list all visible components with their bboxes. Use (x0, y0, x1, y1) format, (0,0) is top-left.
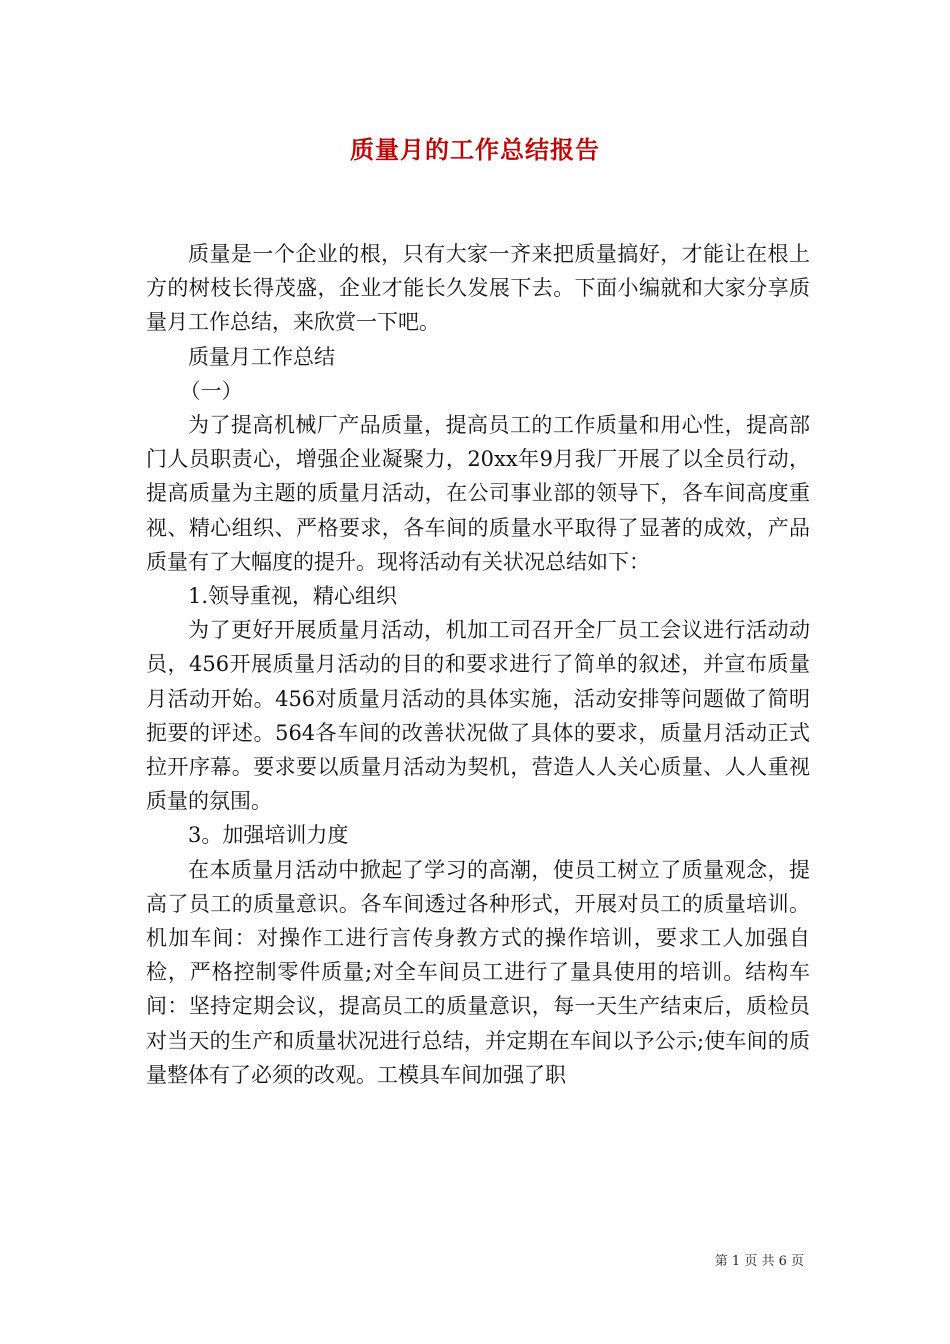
section-heading: 质量月工作总结 (188, 344, 335, 369)
subheading-leadership: 1.领导重视，精心组织 (188, 584, 398, 609)
document-title: 质量月的工作总结报告 (350, 135, 600, 164)
body-paragraph: 在本质量月活动中掀起了学习的高潮，使员工树立了质量观念，提高了员工的质量意识。各车间透过各种形式，开展对员工的质量培训。机加车间：对操作工进行言传身教方式的操作培训，要求工人加强自检，严格控制零件质量;对全车间员工进行了量具使用的培训。结构车间：坚持定期会议，提高员工的质量意识，每一天生产结束后，质检员对当天的生产和质量状况进行总结，并定期在车间以予公示;使车间的质量整体有了必须的改观。工模具车间加强了职 (146, 857, 810, 1087)
body-paragraph: 为了更好开展质量月活动，机加工司召开全厂员工会议进行活动动员，456开展质量月活动的目的和要求进行了简单的叙述，并宣布质量月活动开始。456对质量月活动的具体实施，活动安排等问题做了简明扼要的评述。564各车间的改善状况做了具体的要求，质量月活动正式拉开序幕。要求要以质量月活动为契机，营造人人关心质量、人人重视质量的氛围。 (146, 618, 810, 814)
subheading-training: 3。加强培训力度 (188, 823, 349, 848)
section-number: （一） (179, 378, 243, 403)
document-body (146, 237, 810, 1092)
body-paragraph: 为了提高机械厂产品质量，提高员工的工作质量和用心性，提高部门人员职责心，增强企业凝聚力，20xx年9月我厂开展了以全员行动，提高质量为主题的质量月活动，在公司事业部的领导下，各车间高度重视、精心组织、严格要求，各车间的质量水平取得了显著的成效，产品质量有了大幅度的提升。现将活动有关状况总结如下： (146, 413, 810, 574)
page-footer: 第 1 页 共 6 页 (714, 1254, 804, 1269)
intro-paragraph: 质量是一个企业的根，只有大家一齐来把质量搞好，才能让在根上方的树枝长得茂盛，企业才能长久发展下去。下面小编就和大家分享质量月工作总结，来欣赏一下吧。 (146, 242, 810, 335)
